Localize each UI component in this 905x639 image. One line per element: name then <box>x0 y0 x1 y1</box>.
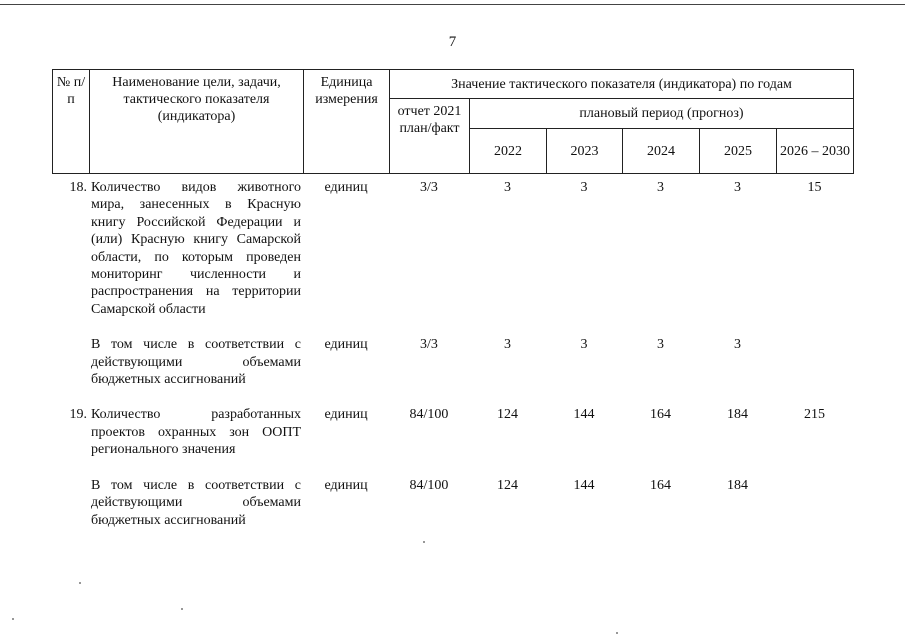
row-value: 184 <box>727 477 748 493</box>
row-value: 144 <box>573 407 595 423</box>
row-unit: единиц <box>324 180 368 195</box>
page-number: 7 <box>448 34 457 50</box>
row-value: 3 <box>504 180 511 195</box>
row-num: 18. <box>69 180 87 195</box>
table-row <box>52 336 853 388</box>
row-num: 19. <box>69 407 87 423</box>
row-name: В том числе в соответствии с действующими объемами бюджетных ассигнований <box>91 477 301 528</box>
header-report: отчет 2021 план/факт <box>390 99 470 174</box>
header-plan-period: плановый период (прогноз) <box>470 99 854 129</box>
row-name: Количество видов животного мира, занесенных в Красную книгу Российской Федерации и (или) Красную книгу Самарской области, по которым проведен мониторинг численности и распространения на территории Самарской области <box>91 180 301 317</box>
row-value: 215 <box>804 407 825 423</box>
row-value: 3 <box>734 337 741 353</box>
row-value: 3 <box>580 337 588 353</box>
row-value: 3 <box>657 337 664 353</box>
scan-speck <box>79 582 81 584</box>
row-value: 3 <box>504 337 511 353</box>
table-body <box>52 179 853 529</box>
header-year: 2023 <box>547 129 623 174</box>
row-report: 84/100 <box>409 407 449 423</box>
scan-speck <box>12 618 14 620</box>
row-value <box>776 477 853 529</box>
header-year: 2026 – 2030 <box>777 129 854 174</box>
top-border-line <box>0 4 905 5</box>
row-report: 84/100 <box>409 477 449 493</box>
row-unit: единиц <box>324 337 368 353</box>
row-value: 3 <box>580 180 588 195</box>
row-name: В том числе в соответствии с действующими объемами бюджетных ассигнований <box>91 337 301 388</box>
header-name: Наименование цели, задачи, тактического показателя (индикатора) <box>90 70 304 174</box>
table-row <box>52 179 853 318</box>
row-value <box>776 336 853 388</box>
row-unit: единиц <box>324 407 368 423</box>
header-year: 2024 <box>623 129 700 174</box>
row-value: 164 <box>650 477 671 493</box>
scan-speck <box>423 541 425 543</box>
row-value: 144 <box>573 477 595 493</box>
row-value: 124 <box>497 407 518 423</box>
row-report: 3/3 <box>420 180 438 195</box>
header-unit: Единица измерения <box>304 70 390 174</box>
header-num: № п/п <box>53 70 90 174</box>
header-year: 2022 <box>470 129 547 174</box>
row-value: 184 <box>727 407 748 423</box>
header-values-title: Значение тактического показателя (индикатора) по годам <box>390 70 854 99</box>
row-value: 124 <box>497 477 518 493</box>
scan-speck <box>616 632 618 634</box>
table-row <box>52 406 853 458</box>
table-header <box>52 69 854 174</box>
row-value: 164 <box>650 407 671 423</box>
scan-speck <box>181 608 183 610</box>
row-value: 15 <box>807 180 822 195</box>
row-num <box>52 336 89 388</box>
row-value: 3 <box>734 180 741 195</box>
row-unit: единиц <box>324 477 368 493</box>
row-name: Количество разработанных проектов охранных зон ООПТ регионального значения <box>91 407 301 458</box>
header-year: 2025 <box>700 129 777 174</box>
row-value: 3 <box>657 180 664 195</box>
table-row <box>52 477 853 529</box>
row-num <box>52 477 89 529</box>
row-report: 3/3 <box>420 337 438 353</box>
